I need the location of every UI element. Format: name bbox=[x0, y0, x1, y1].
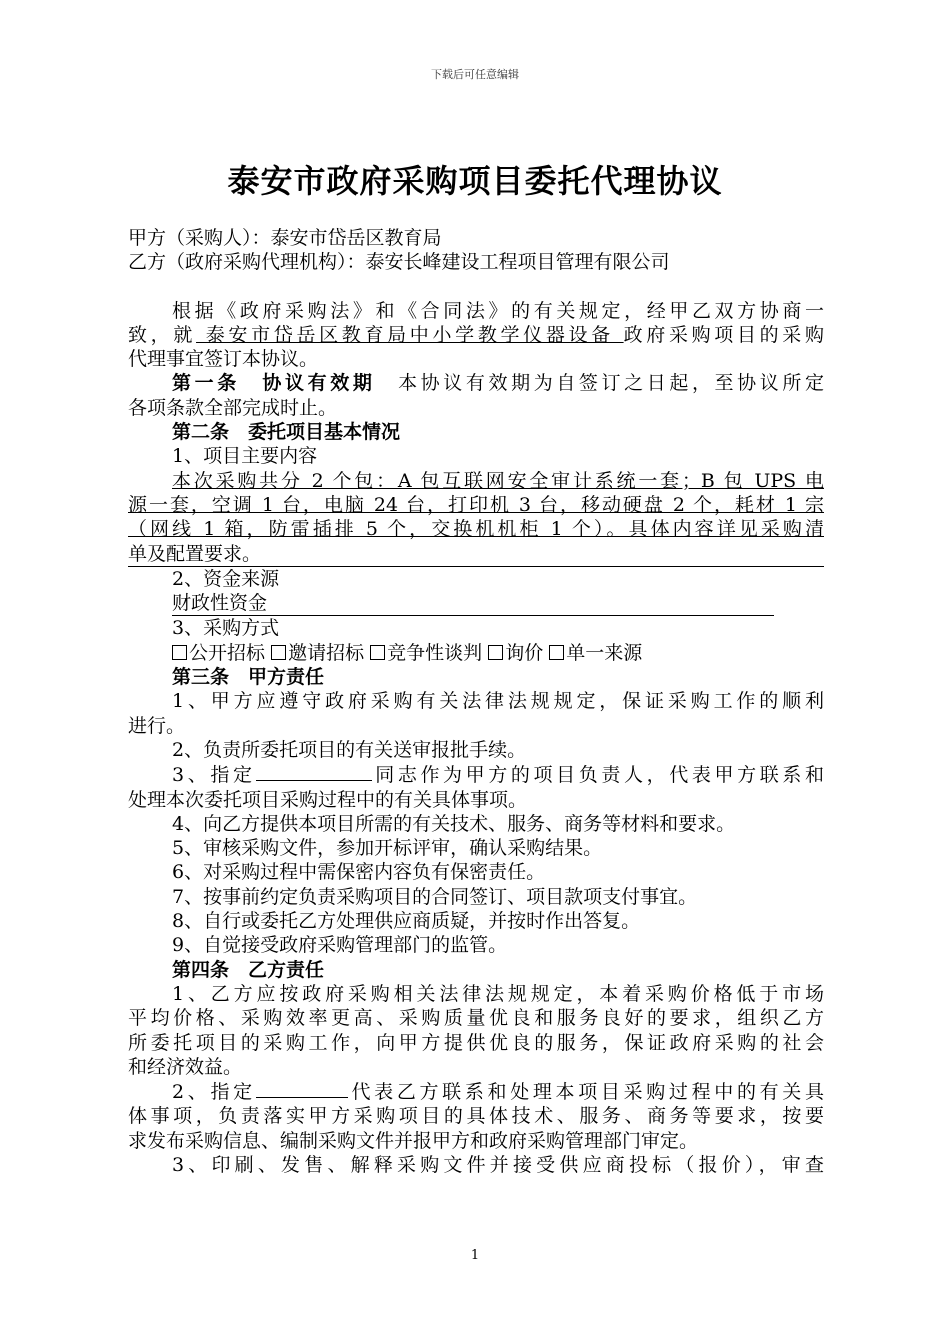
party-b: 乙方（政府采购代理机构）：泰安长峰建设工程项目管理有限公司 bbox=[128, 251, 670, 274]
document-body bbox=[128, 226, 824, 1177]
project-content-line-3: （网线 1 箱，防雷插排 5 个，交换机机柜 1 个）。具体内容详见采购清 bbox=[128, 518, 824, 541]
art4-item-2-line-3: 求发布采购信息、编制采购文件并报甲方和政府采购管理部门审定。 bbox=[128, 1129, 699, 1152]
intro-line-1: 根据《政府采购法》和《合同法》的有关规定，经甲乙双方协商一 bbox=[172, 299, 824, 322]
funding-line bbox=[128, 591, 824, 616]
art3-item-9: 9、自觉接受政府采购管理部门的监管。 bbox=[172, 934, 508, 957]
project-content-line-1: 本次采购共分 2 个包：A 包互联网安全审计系统一套；B 包 UPS 电 bbox=[172, 469, 824, 492]
checkbox-icon bbox=[172, 645, 187, 660]
article-1: 第一条 协议有效期 本协议有效期为自签订之日起，至协议所定 bbox=[172, 372, 824, 395]
art3-item-8: 8、自行或委托乙方处理供应商质疑，并按时作出答复。 bbox=[172, 910, 641, 933]
project-name: 泰安市岱岳区教育局中小学教学仪器设备 bbox=[196, 323, 624, 346]
art3-item-6: 6、对采购过程中需保密内容负有保密责任。 bbox=[172, 861, 546, 884]
art3-item-3-line-2: 处理本次委托项目采购过程中的有关具体事项。 bbox=[128, 788, 528, 811]
art4-item-3-line-1: 3、印刷、发售、解释采购文件并接受供应商投标（报价），审查 bbox=[172, 1153, 824, 1176]
art2-section-3: 3、采购方式 bbox=[172, 617, 280, 640]
header-note: 下载后可任意编辑 bbox=[431, 68, 519, 81]
art4-item-2-line-1: 2、指定 代表乙方联系和处理本项目采购过程中的有关具 bbox=[172, 1081, 824, 1104]
intro-line-2: 致，就 泰安市岱岳区教育局中小学教学仪器设备 政府采购项目的采购 bbox=[128, 323, 824, 346]
checkbox-icon bbox=[488, 645, 503, 660]
art4-item-1-line-1: 1、乙方应按政府采购相关法律法规规定，本着采购价格低于市场 bbox=[172, 982, 824, 1005]
art3-item-3-line-1: 3、指定 同志作为甲方的项目负责人，代表甲方联系和 bbox=[172, 764, 824, 787]
art3-item-7: 7、按事前约定负责采购项目的合同签订、项目款项支付事宜。 bbox=[172, 885, 698, 908]
funding-source: 财政性资金 bbox=[172, 591, 774, 616]
article-4-heading: 第四条 乙方责任 bbox=[172, 958, 325, 981]
checkbox-icon bbox=[549, 645, 564, 660]
article-3-heading: 第三条 甲方责任 bbox=[172, 666, 325, 689]
article-2-heading: 第二条 委托项目基本情况 bbox=[172, 421, 401, 444]
party-a: 甲方（采购人）：泰安市岱岳区教育局 bbox=[128, 227, 442, 249]
checkbox-icon bbox=[370, 645, 385, 660]
intro-line-3: 代理事宜签订本协议。 bbox=[128, 348, 319, 371]
art4-item-1-line-4: 和经济效益。 bbox=[128, 1055, 243, 1078]
art3-item-4: 4、向乙方提供本项目所需的有关技术、服务、商务等材料和要求。 bbox=[172, 812, 736, 835]
page-number: 1 bbox=[470, 1248, 480, 1263]
art4-item-2-line-2: 体事项，负责落实甲方采购项目的具体技术、服务、商务等要求，按要 bbox=[128, 1105, 824, 1128]
art3-item-2: 2、负责所委托项目的有关送审报批手续。 bbox=[172, 738, 527, 761]
blank-line bbox=[256, 762, 372, 781]
article-1-line-2: 各项条款全部完成时止。 bbox=[128, 396, 338, 419]
art3-item-1-line-2: 进行。 bbox=[128, 714, 186, 737]
art3-item-5: 5、审核采购文件，参加开标评审，确认采购结果。 bbox=[172, 837, 603, 860]
procurement-methods: 公开招标 邀请招标 竞争性谈判 询价 单一来源 bbox=[128, 641, 824, 665]
article-1-heading: 第一条 协议有效期 bbox=[172, 372, 376, 395]
project-content-line-4: 单及配置要求。 bbox=[128, 542, 824, 567]
blank-line bbox=[256, 1079, 348, 1098]
art4-item-1-line-3: 所委托项目的采购工作，向甲方提供优良的服务，保证政府采购的社会 bbox=[128, 1031, 824, 1054]
art2-section-1: 1、项目主要内容 bbox=[172, 445, 318, 468]
art4-item-1-line-2: 平均价格、采购效率更高、采购质量优良和服务良好的要求，组织乙方 bbox=[128, 1007, 824, 1030]
art2-section-2: 2、资金来源 bbox=[172, 567, 280, 590]
project-content-line-2: 源一套，空调 1 台，电脑 24 台，打印机 3 台，移动硬盘 2 个，耗材 1 宗 bbox=[128, 493, 824, 516]
document-title: 泰安市政府采购项目委托代理协议 bbox=[227, 162, 723, 200]
art3-item-1-line-1: 1、甲方应遵守政府采购有关法律法规规定，保证采购工作的顺利 bbox=[172, 690, 824, 713]
checkbox-icon bbox=[271, 645, 286, 660]
